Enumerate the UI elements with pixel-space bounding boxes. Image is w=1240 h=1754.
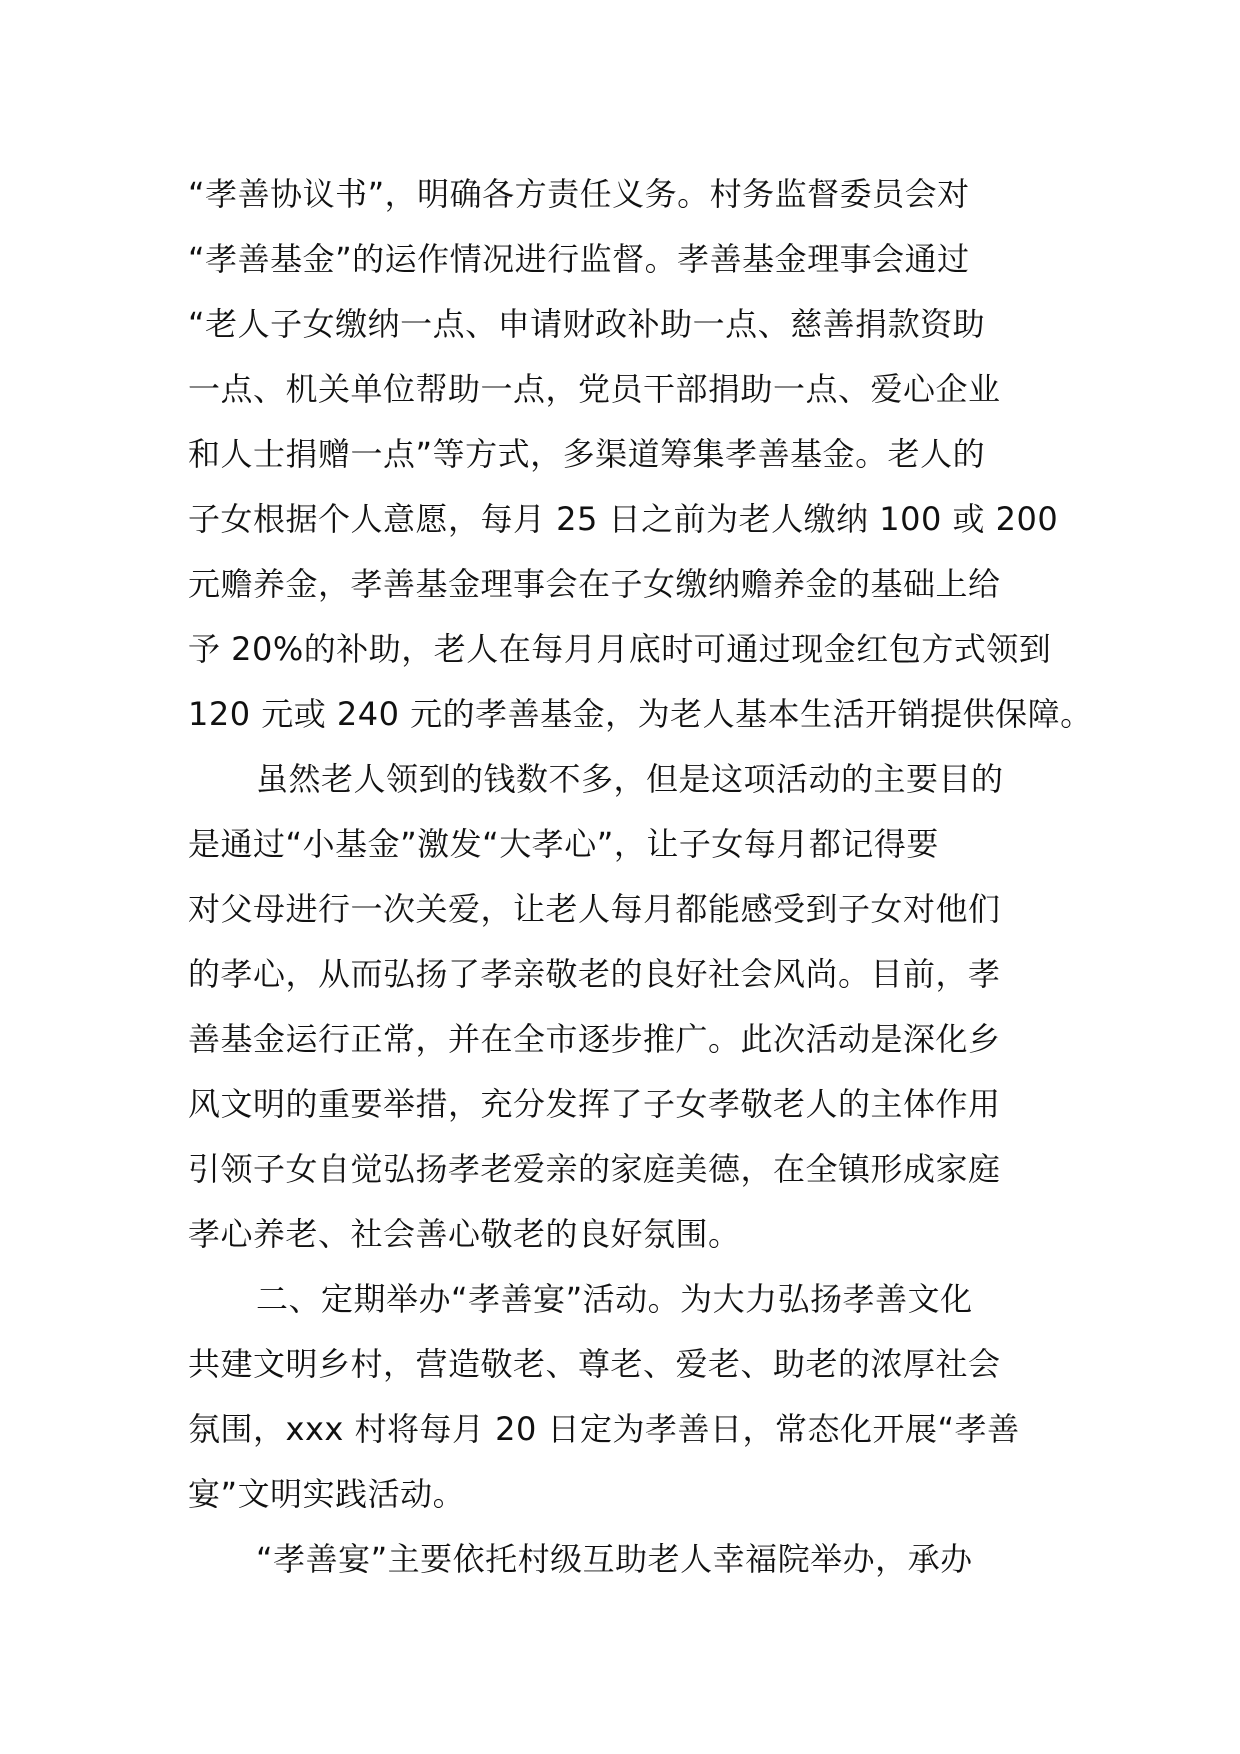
text-line: 共建文明乡村，营造敬老、尊老、爱老、助老的浓厚社会 [188,1345,1001,1383]
text-line: 对父母进行一次关爱，让老人每月都能感受到子女对他们 [188,890,1001,928]
text-line: 是通过“小基金”激发“大孝心”，让子女每月都记得要 [188,825,939,863]
text-line: “老人子女缴纳一点、申请财政补助一点、慈善捐款资助 [188,305,986,343]
paragraph-start-line: 虽然老人领到的钱数不多，但是这项活动的主要目的 [256,760,1004,798]
text-line: 120 元或 240 元的孝善基金，为老人基本生活开销提供保障。 [188,695,1093,733]
text-line: 予 20%的补助，老人在每月月底时可通过现金红包方式领到 [188,630,1052,668]
text-line: 引领子女自觉弘扬孝老爱亲的家庭美德，在全镇形成家庭 [188,1150,1001,1188]
text-line: 氛围，xxx 村将每月 20 日定为孝善日，常态化开展“孝善 [188,1410,1020,1448]
text-line: 的孝心，从而弘扬了孝亲敬老的良好社会风尚。目前，孝 [188,955,1001,993]
text-line: “孝善基金”的运作情况进行监督。孝善基金理事会通过 [188,240,970,278]
paragraph-start-line: “孝善宴”主要依托村级互助老人幸福院举办，承办 [256,1540,973,1578]
text-line: 元赡养金，孝善基金理事会在子女缴纳赡养金的基础上给 [188,565,1001,603]
text-line: 和人士捐赠一点”等方式，多渠道筹集孝善基金。老人的 [188,435,986,473]
section-heading-line: 二、定期举办“孝善宴”活动。为大力弘扬孝善文化 [256,1280,973,1318]
text-line: “孝善协议书”，明确各方责任义务。村务监督委员会对 [188,175,970,213]
text-line: 孝心养老、社会善心敬老的良好氛围。 [188,1215,741,1253]
text-line: 子女根据个人意愿，每月 25 日之前为老人缴纳 100 或 200 [188,500,1059,538]
text-line: 一点、机关单位帮助一点，党员干部捐助一点、爱心企业 [188,370,1001,408]
text-line: 善基金运行正常，并在全市逐步推广。此次活动是深化乡 [188,1020,1001,1058]
text-line: 风文明的重要举措，充分发挥了子女孝敬老人的主体作用 [188,1085,1001,1123]
text-line: 宴”文明实践活动。 [188,1475,466,1513]
document-body [188,162,1093,1592]
